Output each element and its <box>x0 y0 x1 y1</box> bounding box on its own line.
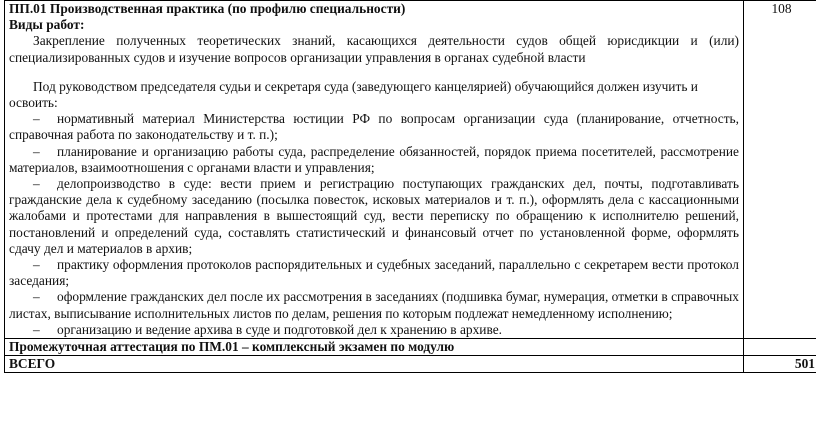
dash-marker: – <box>33 321 40 337</box>
list-item <box>9 144 739 176</box>
guidance-text: Под руководством председателя судьи и секретаря суда (заведующего канцелярией) обучающийся должен изучить и освоить: <box>9 78 698 111</box>
list-item <box>9 257 739 289</box>
practice-title: ПП.01 Производственная практика (по профилю специальности) <box>9 1 406 16</box>
attestation-text: Промежуточная аттестация по ПМ.01 – комплексный экзамен по модулю <box>5 339 744 356</box>
dash-marker: – <box>33 176 40 192</box>
dash-marker: – <box>33 257 40 273</box>
practice-description-cell <box>5 1 744 339</box>
dash-marker: – <box>33 289 40 305</box>
total-row <box>5 356 816 373</box>
list-item <box>9 111 739 143</box>
list-item-text: организацию и ведение архива в суде и подготовкой дел к хранению в архиве. <box>57 321 502 337</box>
list-item-text: делопроизводство в суде: вести прием и регистрацию поступающих гражданских дел, почты, подготавливать гражданские дела к судебному заседанию (посылка повесток, исковых материалов и т. п.), оформлять дела с кассационными жалобами и протестами для направления в вышестоящий суд, вести переписку по обращению к исполнителю решений, постановлений и определений суда, составлять статистический и финансовый отчет по установленной форме, оформлять сдачу дел и материалов в архив; <box>9 176 739 256</box>
list-item <box>9 176 739 257</box>
practice-row <box>5 1 816 339</box>
total-hours: 501 <box>744 356 816 373</box>
list-item-text: практику оформления протоколов распорядительных и судебных заседаний, параллельно с секретарем вести протокол заседания; <box>9 257 739 289</box>
dash-marker: – <box>33 143 40 159</box>
practice-hours: 108 <box>744 1 816 339</box>
list-item-text: оформление гражданских дел после их рассмотрения в заседаниях (подшивка бумаг, нумерация, отметки в справочных листах, выписывание исполнительных листов по делам, решения по которым подлежат немедленному исполнению; <box>9 289 739 321</box>
list-item-text: планирование и организацию работы суда, распределение обязанностей, порядок приема посетителей, рассмотрение материалов, взаимоотношения с органами власти и управления; <box>9 143 739 175</box>
total-label: ВСЕГО <box>5 356 744 373</box>
curriculum-table <box>4 0 816 373</box>
attestation-hours <box>744 339 816 356</box>
work-types-label: Виды работ: <box>9 17 85 33</box>
list-item <box>9 289 739 321</box>
practice-intro: Закрепление полученных теоретических знаний, касающихся деятельности судов общей юрисдикции и (или) специализированных судов и изучение вопросов организации управления в органах судебной власти <box>9 33 739 65</box>
dash-marker: – <box>33 111 40 127</box>
list-item-text: нормативный материал Министерства юстиции РФ по вопросам организации суда (планирование, отчетность, справочная работа по законодательству и т. п.); <box>9 111 739 143</box>
list-item <box>9 322 739 338</box>
attestation-row <box>5 339 816 356</box>
